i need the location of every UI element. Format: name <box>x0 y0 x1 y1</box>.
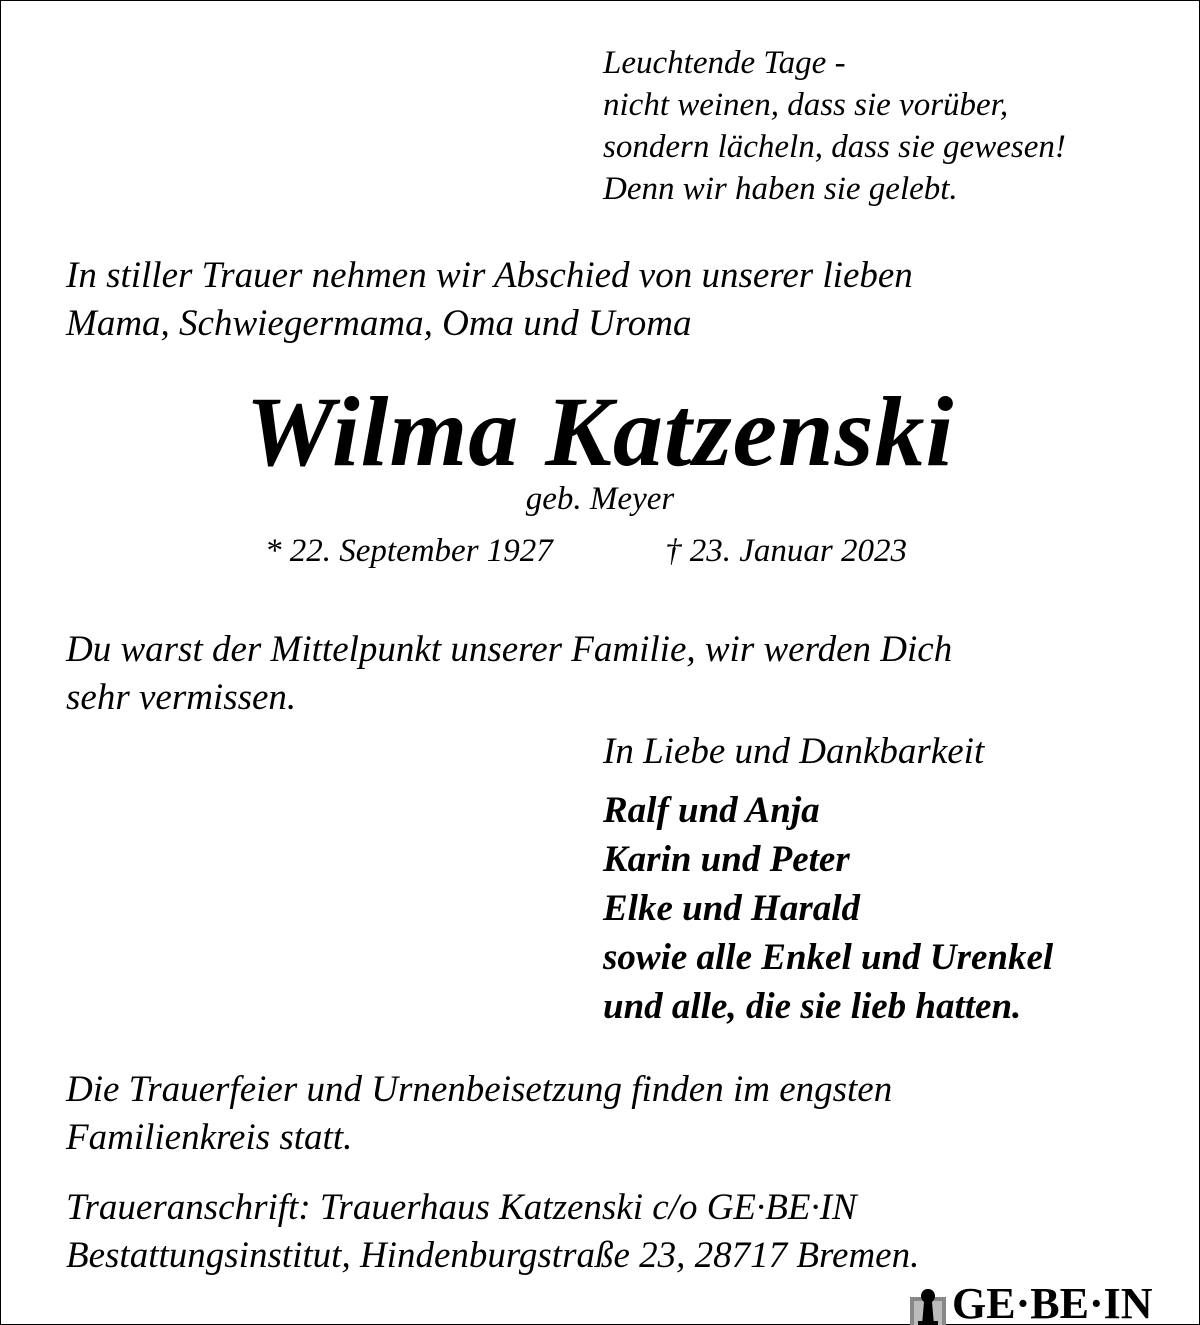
family-line: Ralf und Anja <box>603 790 820 831</box>
funeral-home-logo <box>910 1283 1153 1325</box>
family-line: und alle, die sie lieb hatten. <box>603 986 1022 1027</box>
message-line: sehr vermissen. <box>66 677 297 718</box>
message-line: Du warst der Mittelpunkt unserer Familie, wir werden Dich <box>66 629 953 670</box>
intro-line: Mama, Schwiegermama, Oma und Uroma <box>66 303 692 344</box>
family-line: Elke und Harald <box>603 888 860 929</box>
maiden-name: geb. Meyer <box>525 481 675 517</box>
intro-line: In stiller Trauer nehmen wir Abschied von unserer lieben <box>66 255 913 296</box>
poem-line: Leuchtende Tage - <box>603 45 846 81</box>
logo-text: GE·BE·IN <box>952 1283 1153 1325</box>
ceremony-line: Die Trauerfeier und Urnenbeisetzung finden im engsten <box>66 1069 893 1110</box>
intro-text <box>66 252 913 348</box>
poem-line: Denn wir haben sie gelebt. <box>603 171 958 207</box>
poem <box>603 42 1066 210</box>
poem-line: nicht weinen, dass sie vorüber, <box>603 87 1009 123</box>
ceremony-text <box>66 1066 892 1162</box>
mourning-address <box>66 1184 919 1280</box>
closing-phrase: In Liebe und Dankbarkeit <box>603 731 985 772</box>
address-line: Bestattungsinstitut, Hindenburgstraße 23, 28717 Bremen. <box>66 1235 920 1276</box>
family-signatures <box>603 786 1053 1031</box>
funeral-home-emblem-icon <box>910 1287 946 1325</box>
message-text <box>66 626 952 722</box>
ceremony-line: Familienkreis statt. <box>66 1117 353 1158</box>
family-line: sowie alle Enkel und Urenkel <box>603 937 1054 978</box>
family-line: Karin und Peter <box>603 839 850 880</box>
poem-line: sondern lächeln, dass sie gewesen! <box>603 129 1066 165</box>
address-line: Traueranschrift: Trauerhaus Katzenski c/o GE·BE·IN <box>66 1187 857 1228</box>
deceased-name: Wilma Katzenski <box>245 376 955 487</box>
death-date: † 23. Januar 2023 <box>665 533 907 569</box>
birth-date: * 22. September 1927 <box>265 533 553 569</box>
